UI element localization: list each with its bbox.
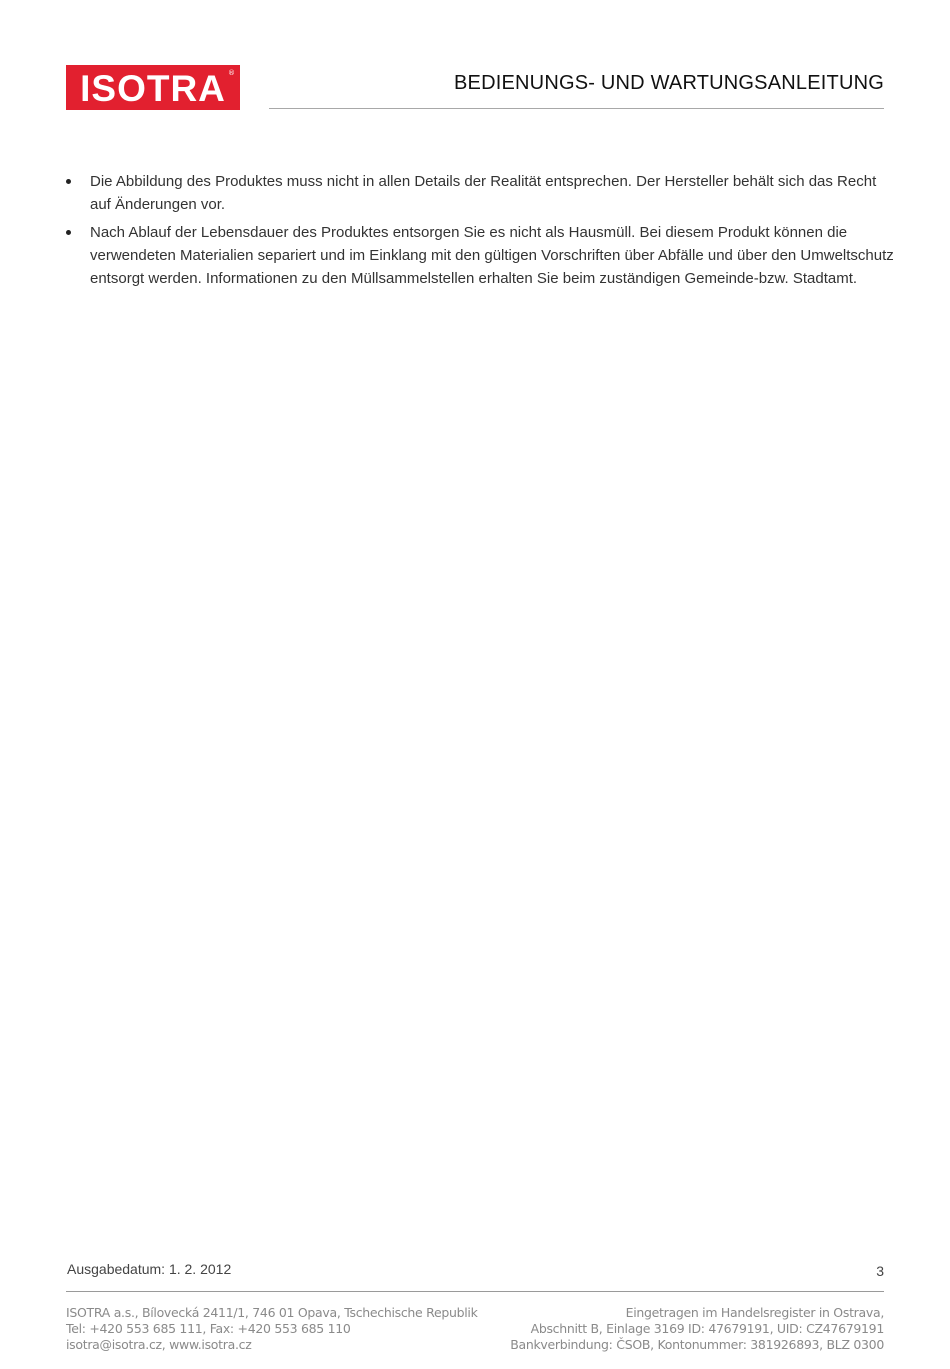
registered-mark: ®: [228, 69, 235, 77]
document-title: BEDIENUNGS- UND WARTUNGSANLEITUNG: [454, 72, 884, 94]
footer-line: ISOTRA a.s., Bílovecká 2411/1, 746 01 Opava, Tschechische Republik: [66, 1305, 478, 1320]
list-item-text: Die Abbildung des Produktes muss nicht in allen Details der Realität entsprechen. Der Hersteller behält sich das Recht auf Änderungen vor.: [90, 173, 877, 213]
isotra-logo: [66, 65, 240, 110]
footer-line: isotra@isotra.cz, www.isotra.cz: [66, 1337, 252, 1352]
footer-divider: [66, 1291, 884, 1292]
bullet-icon: [66, 230, 71, 235]
issue-date: Ausgabedatum: 1. 2. 2012: [67, 1261, 232, 1277]
footer-line: Bankverbindung: ČSOB, Kontonummer: 381926893, BLZ 0300: [510, 1337, 884, 1352]
footer-line: Eingetragen im Handelsregister in Ostrava,: [625, 1305, 884, 1320]
list-item: [66, 170, 896, 216]
registration-info: [510, 1305, 884, 1353]
footer-line: Tel: +420 553 685 111, Fax: +420 553 685 110: [66, 1321, 351, 1336]
page-number: 3: [876, 1263, 884, 1279]
header-divider: [269, 108, 884, 109]
notes-list: [66, 170, 896, 295]
list-item: [66, 221, 896, 290]
logo-text: ISOTRA: [80, 68, 226, 109]
company-address: [66, 1305, 478, 1353]
list-item-text: Nach Ablauf der Lebensdauer des Produktes entsorgen Sie es nicht als Hausmüll. Bei diesem Produkt können die verwendeten Materialien separiert und im Einklang mit den gültigen Vorschriften über Abfälle und über den Umweltschutz entsorgt werden. Informationen zu den Müllsammelstellen erhalten Sie beim zuständigen Gemeinde-bzw. Stadtamt.: [90, 224, 894, 287]
bullet-icon: [66, 179, 71, 184]
footer-line: Abschnitt B, Einlage 3169 ID: 47679191, UID: CZ47679191: [530, 1321, 884, 1336]
